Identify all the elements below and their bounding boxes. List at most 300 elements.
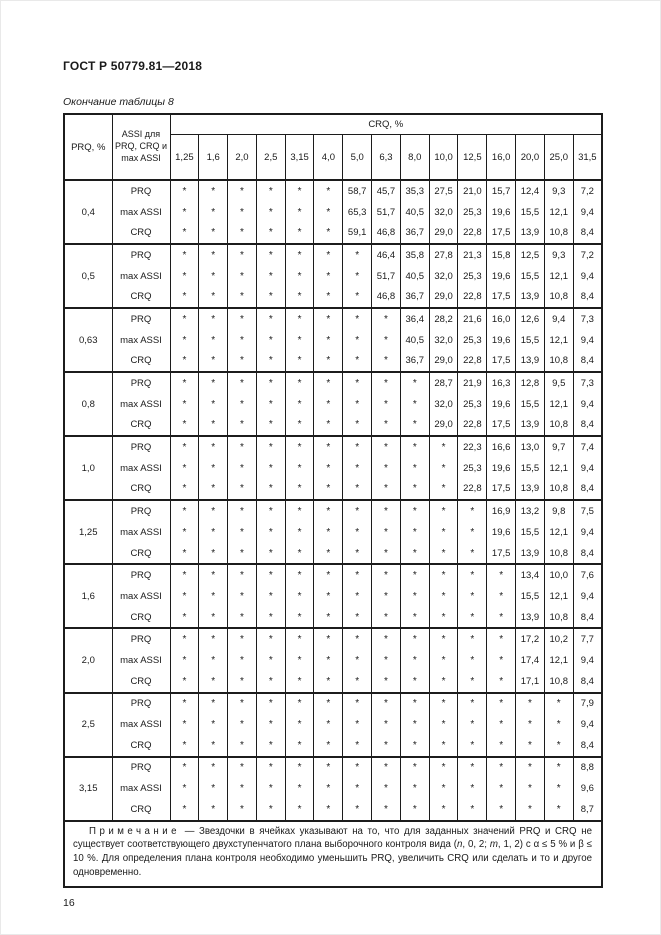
value-cell: 36,7 (400, 222, 429, 244)
star-cell: * (372, 308, 401, 330)
table-row (64, 372, 602, 394)
value-cell: 22,8 (458, 415, 487, 437)
value-cell: 8,7 (573, 799, 602, 821)
value-cell: 35,8 (400, 244, 429, 266)
table-row (64, 500, 602, 522)
value-cell: 21,6 (458, 308, 487, 330)
star-cell: * (228, 778, 257, 799)
star-cell: * (458, 564, 487, 586)
star-cell: * (314, 500, 343, 522)
value-cell: 9,5 (544, 372, 573, 394)
star-cell: * (170, 735, 199, 757)
star-cell: * (199, 693, 228, 715)
star-cell: * (256, 564, 285, 586)
table-row (64, 735, 602, 757)
star-cell: * (199, 244, 228, 266)
star-cell: * (256, 757, 285, 779)
value-cell: 36,4 (400, 308, 429, 330)
value-cell: 12,6 (516, 308, 545, 330)
row-label-cell: max ASSI (112, 394, 170, 415)
value-cell: 10,8 (544, 351, 573, 373)
star-cell: * (228, 586, 257, 607)
star-cell: * (429, 543, 458, 565)
table-row (64, 586, 602, 607)
star-cell: * (170, 180, 199, 202)
value-cell: 13,4 (516, 564, 545, 586)
note-label: Примечание (89, 825, 181, 837)
value-cell: 7,3 (573, 372, 602, 394)
value-cell: 51,7 (372, 202, 401, 223)
star-cell: * (199, 757, 228, 779)
row-label-cell: max ASSI (112, 650, 170, 671)
star-cell: * (256, 351, 285, 373)
star-cell: * (199, 586, 228, 607)
prq-value-cell: 0,5 (64, 244, 112, 308)
column-header: 8,0 (400, 135, 429, 181)
star-cell: * (343, 735, 372, 757)
star-cell: * (314, 222, 343, 244)
value-cell: 10,8 (544, 607, 573, 629)
star-cell: * (228, 308, 257, 330)
star-cell: * (170, 458, 199, 479)
value-cell: 17,5 (487, 222, 516, 244)
table-row (64, 415, 602, 437)
star-cell: * (458, 543, 487, 565)
star-cell: * (400, 543, 429, 565)
star-cell: * (429, 650, 458, 671)
value-cell: 17,1 (516, 671, 545, 693)
star-cell: * (544, 714, 573, 735)
value-cell: 32,0 (429, 202, 458, 223)
star-cell: * (314, 330, 343, 351)
star-cell: * (458, 522, 487, 543)
value-cell: 17,5 (487, 543, 516, 565)
row-label-cell: PRQ (112, 180, 170, 202)
star-cell: * (400, 799, 429, 821)
value-cell: 32,0 (429, 266, 458, 287)
note-italic-n: n (457, 839, 463, 851)
star-cell: * (199, 799, 228, 821)
header-row-top (64, 114, 602, 135)
star-cell: * (228, 458, 257, 479)
star-cell: * (170, 757, 199, 779)
value-cell: 40,5 (400, 202, 429, 223)
star-cell: * (343, 286, 372, 308)
prq-value-cell: 1,25 (64, 500, 112, 564)
star-cell: * (400, 500, 429, 522)
star-cell: * (516, 757, 545, 779)
value-cell: 9,3 (544, 244, 573, 266)
star-cell: * (199, 351, 228, 373)
star-cell: * (199, 778, 228, 799)
star-cell: * (170, 222, 199, 244)
table-row (64, 308, 602, 330)
star-cell: * (228, 436, 257, 458)
value-cell: 13,9 (516, 479, 545, 501)
star-cell: * (199, 500, 228, 522)
star-cell: * (487, 671, 516, 693)
prq-value-cell: 2,0 (64, 628, 112, 692)
value-cell: 12,1 (544, 330, 573, 351)
star-cell: * (487, 799, 516, 821)
prq-value-cell: 1,6 (64, 564, 112, 628)
star-cell: * (314, 522, 343, 543)
column-header: 3,15 (285, 135, 314, 181)
value-cell: 8,4 (573, 607, 602, 629)
star-cell: * (429, 714, 458, 735)
star-cell: * (372, 714, 401, 735)
value-cell: 16,3 (487, 372, 516, 394)
table-row (64, 522, 602, 543)
star-cell: * (314, 586, 343, 607)
table-row (64, 607, 602, 629)
value-cell: 28,7 (429, 372, 458, 394)
value-cell: 9,4 (573, 522, 602, 543)
star-cell: * (228, 286, 257, 308)
value-cell: 10,8 (544, 222, 573, 244)
star-cell: * (314, 202, 343, 223)
row-label-cell: PRQ (112, 500, 170, 522)
star-cell: * (314, 757, 343, 779)
prq-value-cell: 1,0 (64, 436, 112, 500)
star-cell: * (400, 372, 429, 394)
row-label-cell: PRQ (112, 308, 170, 330)
star-cell: * (256, 479, 285, 501)
row-label-cell: max ASSI (112, 586, 170, 607)
star-cell: * (429, 500, 458, 522)
value-cell: 22,8 (458, 222, 487, 244)
star-cell: * (199, 564, 228, 586)
star-cell: * (285, 607, 314, 629)
star-cell: * (170, 266, 199, 287)
value-cell: 21,9 (458, 372, 487, 394)
value-cell: 8,4 (573, 286, 602, 308)
star-cell: * (256, 543, 285, 565)
row-label-cell: CRQ (112, 222, 170, 244)
value-cell: 12,5 (516, 244, 545, 266)
star-cell: * (285, 543, 314, 565)
star-cell: * (400, 394, 429, 415)
star-cell: * (343, 586, 372, 607)
star-cell: * (170, 543, 199, 565)
star-cell: * (170, 202, 199, 223)
page-title: ГОСТ Р 50779.81—2018 (63, 59, 203, 73)
value-cell: 15,5 (516, 458, 545, 479)
column-header: 1,6 (199, 135, 228, 181)
value-cell: 10,8 (544, 479, 573, 501)
star-cell: * (256, 436, 285, 458)
value-cell: 9,4 (573, 458, 602, 479)
star-cell: * (199, 479, 228, 501)
star-cell: * (256, 286, 285, 308)
star-cell: * (458, 735, 487, 757)
row-label-cell: CRQ (112, 415, 170, 437)
table-row (64, 244, 602, 266)
value-cell: 15,5 (516, 202, 545, 223)
star-cell: * (256, 586, 285, 607)
star-cell: * (372, 415, 401, 437)
star-cell: * (343, 650, 372, 671)
value-cell: 19,6 (487, 394, 516, 415)
value-cell: 21,3 (458, 244, 487, 266)
star-cell: * (170, 436, 199, 458)
star-cell: * (544, 778, 573, 799)
star-cell: * (372, 564, 401, 586)
star-cell: * (256, 244, 285, 266)
page-number: 16 (63, 896, 75, 909)
star-cell: * (228, 222, 257, 244)
star-cell: * (400, 693, 429, 715)
value-cell: 58,7 (343, 180, 372, 202)
column-header: 20,0 (516, 135, 545, 181)
star-cell: * (256, 799, 285, 821)
star-cell: * (170, 244, 199, 266)
value-cell: 29,0 (429, 415, 458, 437)
row-label-cell: PRQ (112, 372, 170, 394)
value-cell: 36,7 (400, 351, 429, 373)
value-cell: 13,9 (516, 351, 545, 373)
star-cell: * (487, 628, 516, 650)
value-cell: 29,0 (429, 351, 458, 373)
star-cell: * (343, 436, 372, 458)
star-cell: * (372, 436, 401, 458)
star-cell: * (544, 757, 573, 779)
column-header: 4,0 (314, 135, 343, 181)
value-cell: 7,5 (573, 500, 602, 522)
table-row (64, 799, 602, 821)
value-cell: 8,8 (573, 757, 602, 779)
value-cell: 40,5 (400, 266, 429, 287)
star-cell: * (372, 543, 401, 565)
star-cell: * (314, 543, 343, 565)
star-cell: * (170, 650, 199, 671)
value-cell: 16,0 (487, 308, 516, 330)
star-cell: * (170, 286, 199, 308)
star-cell: * (170, 564, 199, 586)
value-cell: 10,8 (544, 286, 573, 308)
star-cell: * (170, 628, 199, 650)
star-cell: * (199, 735, 228, 757)
column-header: 31,5 (573, 135, 602, 181)
value-cell: 19,6 (487, 330, 516, 351)
note-text-2: , 0, 2; (462, 839, 490, 851)
star-cell: * (372, 607, 401, 629)
value-cell: 10,8 (544, 543, 573, 565)
table-row (64, 693, 602, 715)
value-cell: 7,2 (573, 244, 602, 266)
star-cell: * (256, 714, 285, 735)
table-row (64, 286, 602, 308)
value-cell: 25,3 (458, 458, 487, 479)
star-cell: * (314, 436, 343, 458)
value-cell: 9,4 (573, 330, 602, 351)
star-cell: * (458, 650, 487, 671)
star-cell: * (343, 693, 372, 715)
star-cell: * (314, 180, 343, 202)
corner-header-cell: PRQ, % (64, 114, 112, 180)
row-label-cell: max ASSI (112, 458, 170, 479)
star-cell: * (199, 180, 228, 202)
star-cell: * (343, 522, 372, 543)
star-cell: * (458, 628, 487, 650)
value-cell: 9,4 (573, 202, 602, 223)
star-cell: * (170, 394, 199, 415)
star-cell: * (372, 330, 401, 351)
star-cell: * (228, 735, 257, 757)
row-label-cell: PRQ (112, 436, 170, 458)
star-cell: * (429, 458, 458, 479)
row-label-cell: CRQ (112, 607, 170, 629)
value-cell: 12,1 (544, 650, 573, 671)
note-cell (64, 821, 602, 887)
star-cell: * (256, 500, 285, 522)
star-cell: * (314, 394, 343, 415)
star-cell: * (199, 394, 228, 415)
value-cell: 12,1 (544, 394, 573, 415)
star-cell: * (199, 372, 228, 394)
star-cell: * (314, 564, 343, 586)
star-cell: * (256, 202, 285, 223)
star-cell: * (343, 564, 372, 586)
table-8 (63, 113, 603, 888)
star-cell: * (285, 308, 314, 330)
table-header (64, 114, 602, 180)
star-cell: * (170, 522, 199, 543)
star-cell: * (199, 714, 228, 735)
value-cell: 17,4 (516, 650, 545, 671)
value-cell: 8,4 (573, 735, 602, 757)
table-note-section (64, 821, 602, 887)
star-cell: * (170, 479, 199, 501)
star-cell: * (170, 693, 199, 715)
star-cell: * (429, 799, 458, 821)
star-cell: * (256, 415, 285, 437)
star-cell: * (372, 351, 401, 373)
star-cell: * (285, 458, 314, 479)
value-cell: 15,5 (516, 394, 545, 415)
value-cell: 36,7 (400, 286, 429, 308)
star-cell: * (372, 522, 401, 543)
value-cell: 25,3 (458, 266, 487, 287)
star-cell: * (256, 308, 285, 330)
star-cell: * (228, 799, 257, 821)
star-cell: * (199, 458, 228, 479)
table-row (64, 330, 602, 351)
star-cell: * (343, 266, 372, 287)
star-cell: * (400, 650, 429, 671)
star-cell: * (343, 415, 372, 437)
table-caption: Окончание таблицы 8 (63, 96, 174, 108)
value-cell: 19,6 (487, 458, 516, 479)
value-cell: 28,2 (429, 308, 458, 330)
star-cell: * (228, 628, 257, 650)
row-label-cell: max ASSI (112, 522, 170, 543)
star-cell: * (314, 778, 343, 799)
star-cell: * (170, 500, 199, 522)
star-cell: * (516, 735, 545, 757)
star-cell: * (170, 415, 199, 437)
star-cell: * (199, 415, 228, 437)
star-cell: * (256, 693, 285, 715)
star-cell: * (429, 778, 458, 799)
star-cell: * (285, 671, 314, 693)
value-cell: 27,5 (429, 180, 458, 202)
table-row (64, 650, 602, 671)
star-cell: * (228, 372, 257, 394)
value-cell: 12,1 (544, 202, 573, 223)
table-row (64, 436, 602, 458)
value-cell: 7,4 (573, 436, 602, 458)
star-cell: * (400, 714, 429, 735)
star-cell: * (343, 479, 372, 501)
star-cell: * (285, 714, 314, 735)
star-cell: * (314, 628, 343, 650)
star-cell: * (487, 714, 516, 735)
star-cell: * (487, 778, 516, 799)
star-cell: * (256, 394, 285, 415)
star-cell: * (372, 394, 401, 415)
star-cell: * (487, 586, 516, 607)
star-cell: * (429, 693, 458, 715)
table-row (64, 564, 602, 586)
value-cell: 7,7 (573, 628, 602, 650)
value-cell: 9,4 (573, 650, 602, 671)
value-cell: 13,2 (516, 500, 545, 522)
star-cell: * (314, 244, 343, 266)
star-cell: * (400, 735, 429, 757)
star-cell: * (429, 436, 458, 458)
star-cell: * (458, 500, 487, 522)
value-cell: 13,9 (516, 222, 545, 244)
star-cell: * (343, 500, 372, 522)
value-cell: 15,5 (516, 586, 545, 607)
star-cell: * (285, 202, 314, 223)
value-cell: 16,6 (487, 436, 516, 458)
value-cell: 17,5 (487, 479, 516, 501)
star-cell: * (400, 586, 429, 607)
value-cell: 10,8 (544, 671, 573, 693)
row-label-cell: PRQ (112, 757, 170, 779)
row-label-cell: CRQ (112, 735, 170, 757)
star-cell: * (170, 586, 199, 607)
prq-value-cell: 0,63 (64, 308, 112, 372)
value-cell: 25,3 (458, 394, 487, 415)
star-cell: * (285, 436, 314, 458)
star-cell: * (228, 180, 257, 202)
crq-header-cell: CRQ, % (170, 114, 602, 135)
prq-value-cell: 0,8 (64, 372, 112, 436)
value-cell: 19,6 (487, 266, 516, 287)
star-cell: * (429, 735, 458, 757)
star-cell: * (285, 650, 314, 671)
value-cell: 17,2 (516, 628, 545, 650)
star-cell: * (228, 522, 257, 543)
value-cell: 13,9 (516, 543, 545, 565)
star-cell: * (285, 372, 314, 394)
value-cell: 7,3 (573, 308, 602, 330)
assi-header-cell: ASSI для PRQ, CRQ и max ASSI (112, 114, 170, 180)
star-cell: * (199, 671, 228, 693)
star-cell: * (314, 351, 343, 373)
value-cell: 8,4 (573, 671, 602, 693)
star-cell: * (199, 628, 228, 650)
star-cell: * (400, 479, 429, 501)
star-cell: * (285, 564, 314, 586)
star-cell: * (458, 799, 487, 821)
star-cell: * (400, 607, 429, 629)
star-cell: * (170, 308, 199, 330)
star-cell: * (314, 286, 343, 308)
